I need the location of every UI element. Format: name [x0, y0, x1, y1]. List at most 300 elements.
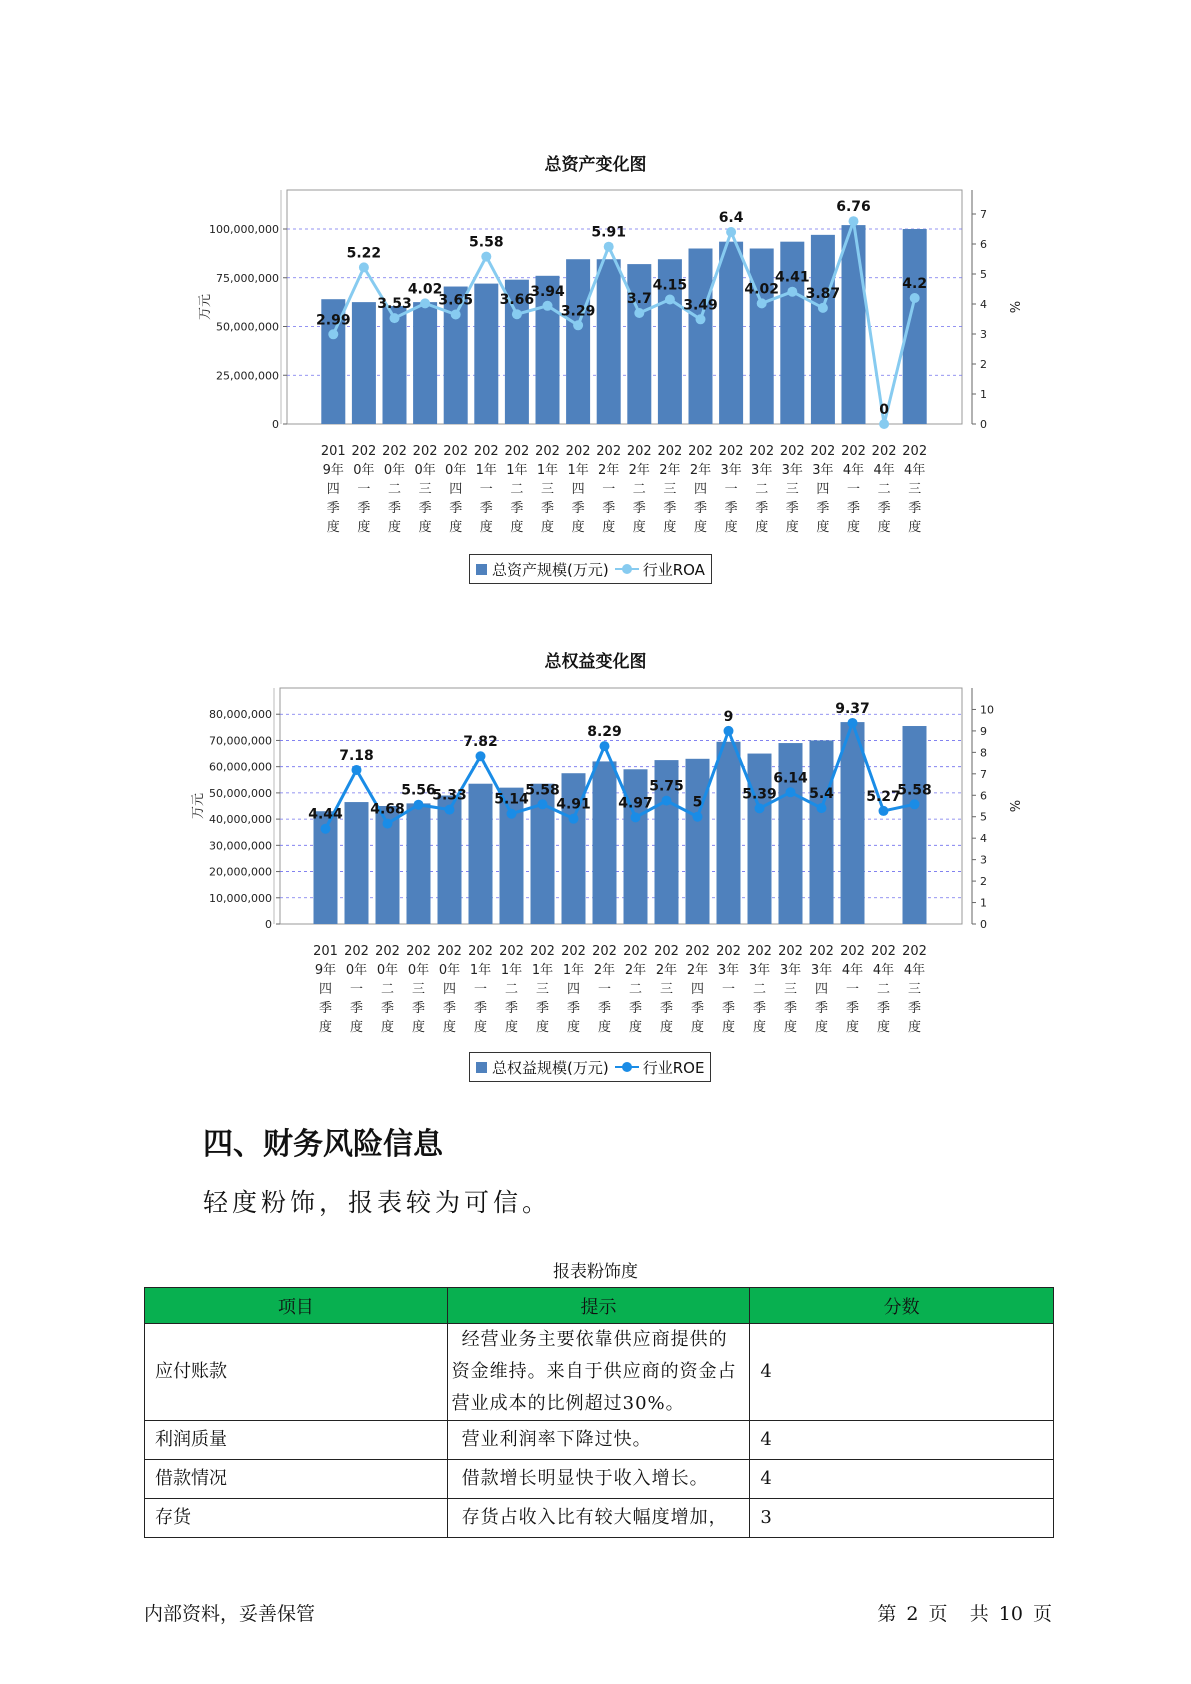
right-tick-label: 5 — [980, 810, 987, 824]
category-label: 三 — [785, 482, 799, 497]
category-label: 202 — [535, 444, 560, 459]
category-label: 2年 — [689, 463, 712, 478]
category-label: 度 — [442, 1020, 457, 1035]
category-label: 度 — [816, 520, 830, 535]
category-label: 度 — [473, 1020, 488, 1035]
category-label: 度 — [632, 520, 646, 535]
category-label: 一 — [357, 482, 371, 497]
category-label: 9年 — [322, 463, 344, 478]
category-label: 度 — [724, 520, 738, 535]
category-label: 度 — [721, 1020, 736, 1035]
category-label: 3年 — [748, 963, 771, 978]
row-score: 3 — [750, 1499, 1054, 1538]
left-tick-label: 0 — [272, 418, 279, 431]
category-label: 202 — [749, 444, 775, 459]
category-label: 0年 — [353, 463, 375, 478]
data-label: 5 — [692, 794, 703, 811]
category-label: 季 — [846, 501, 861, 516]
category-label: 1年 — [500, 963, 523, 978]
category-label: 度 — [535, 1020, 550, 1035]
category-label: 二 — [387, 482, 402, 497]
right-tick-label: 2 — [980, 875, 987, 889]
line-point — [786, 787, 796, 797]
category-label: 202 — [747, 944, 772, 959]
category-label: 202 — [375, 944, 400, 959]
category-label: 度 — [318, 1020, 333, 1035]
category-label: 一 — [597, 982, 612, 997]
category-label: 四 — [571, 482, 585, 497]
category-label: 9年 — [314, 963, 337, 978]
header-hint: 提示 — [447, 1288, 750, 1324]
page-number: 2 — [906, 1603, 919, 1625]
chart1-legend-line: 行业ROA — [642, 560, 705, 579]
category-label: 202 — [685, 944, 710, 959]
category-label: 0年 — [414, 463, 436, 478]
category-label: 季 — [877, 501, 891, 516]
row-item: 借款情况 — [145, 1460, 448, 1499]
category-label: 季 — [504, 1001, 519, 1016]
category-label: 季 — [326, 501, 340, 516]
category-label: 3年 — [779, 963, 802, 978]
category-label: 季 — [628, 1001, 643, 1016]
category-label: 四 — [318, 982, 333, 997]
section-heading: 四、财务风险信息 — [203, 1127, 443, 1162]
category-label: 度 — [907, 1020, 922, 1035]
category-label: 4年 — [904, 463, 926, 478]
category-label: 季 — [418, 501, 432, 516]
row-score: 4 — [750, 1324, 1054, 1421]
left-tick-label: 50,000,000 — [209, 786, 272, 800]
category-label: 202 — [779, 444, 805, 459]
category-label: 一 — [721, 982, 736, 997]
row-score: 4 — [750, 1460, 1054, 1499]
category-label: 度 — [659, 1020, 674, 1035]
line-point — [817, 803, 827, 813]
category-label: 1年 — [567, 463, 589, 478]
data-label: 3.53 — [377, 296, 412, 313]
category-label: 季 — [540, 501, 555, 516]
data-label: 7.18 — [339, 747, 374, 764]
data-label: 6.14 — [773, 770, 808, 787]
category-label: 季 — [442, 1001, 457, 1016]
category-label: 3年 — [751, 463, 773, 478]
data-label: 4.68 — [370, 801, 405, 818]
category-label: 度 — [571, 520, 585, 535]
category-label: 1年 — [531, 963, 554, 978]
category-label: 202 — [473, 444, 499, 459]
category-label: 度 — [479, 520, 493, 535]
bar — [748, 754, 772, 924]
line-point — [383, 819, 393, 829]
data-label: 4.97 — [618, 795, 653, 812]
line-point — [693, 812, 703, 822]
risk-table — [144, 1287, 1054, 1538]
header-score: 分数 — [750, 1288, 1054, 1324]
row-item: 应付账款 — [145, 1324, 448, 1421]
bar — [407, 803, 431, 924]
category-label: 度 — [752, 1020, 767, 1035]
category-label: 度 — [597, 1020, 612, 1035]
left-axis-title: 万元 — [191, 792, 206, 820]
right-tick-label: 6 — [980, 238, 987, 251]
category-label: 2年 — [655, 963, 678, 978]
category-label: 季 — [411, 1001, 426, 1016]
category-label: 2年 — [624, 963, 647, 978]
line-point — [600, 741, 610, 751]
category-label: 四 — [442, 982, 457, 997]
category-label: 季 — [724, 501, 738, 516]
category-label: 度 — [663, 520, 677, 535]
data-label: 7.82 — [463, 734, 498, 751]
line-point — [879, 806, 889, 816]
row-hint: 借款增长明显快于收入增长。 — [447, 1460, 750, 1499]
right-tick-label: 7 — [980, 767, 987, 781]
line-point — [352, 765, 362, 775]
category-label: 一 — [602, 482, 616, 497]
category-label: 二 — [632, 482, 646, 497]
category-label: 三 — [540, 482, 555, 497]
category-label: 1年 — [506, 463, 528, 478]
line-point — [848, 718, 858, 728]
category-label: 二 — [628, 982, 643, 997]
category-label: 度 — [877, 520, 891, 535]
chart2-title: 总权益变化图 — [544, 652, 647, 672]
data-label: 4.15 — [652, 277, 688, 294]
category-label: 度 — [690, 1020, 705, 1035]
left-tick-label: 70,000,000 — [209, 734, 272, 748]
category-label: 度 — [814, 1020, 829, 1035]
category-label: 2年 — [659, 463, 681, 478]
category-label: 2年 — [593, 963, 616, 978]
category-label: 3年 — [810, 963, 833, 978]
category-label: 四 — [690, 982, 705, 997]
category-label: 3年 — [720, 463, 742, 478]
table-row — [145, 1460, 1054, 1499]
right-tick-label: 3 — [980, 328, 987, 341]
right-tick-label: 0 — [980, 918, 987, 931]
line-point — [910, 799, 920, 809]
category-label: 四 — [566, 982, 581, 997]
category-label: 季 — [597, 1001, 612, 1016]
bar — [841, 722, 865, 924]
category-label: 三 — [783, 982, 798, 997]
category-label: 2年 — [686, 963, 709, 978]
category-label: 季 — [907, 1001, 922, 1016]
category-label: 度 — [876, 1020, 891, 1035]
left-tick-label: 0 — [265, 918, 272, 931]
category-label: 202 — [809, 944, 834, 959]
data-label: 3.49 — [683, 297, 718, 314]
category-label: 202 — [344, 944, 369, 959]
data-label: 4.02 — [407, 281, 443, 298]
data-label: 5.14 — [494, 791, 529, 808]
category-label: 202 — [902, 944, 927, 959]
line-point — [755, 803, 765, 813]
right-tick-label: 5 — [980, 268, 987, 281]
category-label: 季 — [535, 1001, 550, 1016]
category-label: 202 — [412, 444, 438, 459]
category-label: 季 — [876, 1001, 891, 1016]
data-label: 5.22 — [346, 245, 382, 262]
category-label: 3年 — [812, 463, 834, 478]
category-label: 季 — [571, 501, 585, 516]
line-point — [569, 814, 579, 824]
line-point — [414, 800, 424, 810]
right-tick-label: 0 — [980, 418, 987, 431]
category-label: 202 — [443, 444, 469, 459]
data-label: 4.02 — [744, 281, 779, 298]
category-label: 度 — [602, 520, 616, 535]
data-label: 6.76 — [836, 199, 871, 216]
right-axis-title: % — [1006, 300, 1021, 314]
data-label: 3.29 — [560, 303, 596, 320]
category-label: 二 — [380, 982, 395, 997]
category-label: 季 — [721, 1001, 736, 1016]
bar — [345, 802, 369, 924]
category-label: 四 — [816, 482, 830, 497]
category-label: 2年 — [598, 463, 620, 478]
category-label: 度 — [504, 1020, 519, 1035]
category-label: 1年 — [562, 963, 585, 978]
bar — [624, 769, 648, 924]
row-score: 4 — [750, 1421, 1054, 1460]
data-label: 4.91 — [556, 796, 591, 813]
page-prefix: 第 — [877, 1603, 897, 1625]
category-label: 季 — [510, 501, 524, 516]
chart2-legend-bar: 总权益规模(万元) — [492, 1058, 609, 1077]
left-tick-label: 30,000,000 — [209, 839, 272, 853]
data-label: 5.75 — [649, 778, 684, 795]
data-label: 3.87 — [805, 285, 841, 302]
chart2-legend-line: 行业ROE — [642, 1058, 705, 1077]
category-label: 202 — [654, 944, 679, 959]
category-label: 0年 — [438, 963, 461, 978]
data-label: 5.58 — [897, 782, 932, 799]
category-label: 季 — [602, 501, 616, 516]
category-label: 202 — [596, 444, 622, 459]
category-label: 二 — [877, 482, 891, 497]
category-label: 三 — [535, 982, 550, 997]
category-label: 1年 — [536, 463, 559, 478]
footer-confidential: 内部资料，妥善保管 — [144, 1603, 316, 1625]
data-label: 3.7 — [626, 291, 652, 307]
category-label: 季 — [479, 501, 493, 516]
bar — [500, 788, 524, 924]
total-unit: 页 — [1032, 1603, 1052, 1625]
category-label: 202 — [499, 944, 524, 959]
category-label: 三 — [411, 982, 426, 997]
category-label: 4年 — [873, 463, 895, 478]
left-tick-label: 20,000,000 — [209, 865, 272, 879]
left-tick-label: 10,000,000 — [209, 891, 272, 905]
category-label: 2年 — [628, 463, 650, 478]
category-label: 四 — [326, 482, 340, 497]
category-label: 季 — [816, 501, 830, 516]
category-label: 度 — [411, 1020, 426, 1035]
category-label: 202 — [406, 944, 431, 959]
category-label: 三 — [908, 482, 922, 497]
table-header-row — [145, 1288, 1054, 1324]
category-label: 季 — [693, 501, 708, 516]
line-point — [631, 812, 641, 822]
category-label: 202 — [504, 444, 530, 459]
category-label: 二 — [755, 482, 769, 497]
right-tick-label: 9 — [980, 724, 987, 738]
left-tick-label: 60,000,000 — [209, 760, 272, 774]
data-label: 5.56 — [401, 782, 436, 799]
category-label: 季 — [783, 1001, 798, 1016]
category-label: 0年 — [383, 463, 406, 478]
data-label: 5.39 — [742, 786, 777, 803]
data-label: 5.27 — [866, 788, 901, 805]
category-label: 202 — [871, 444, 897, 459]
right-tick-label: 6 — [980, 789, 987, 803]
category-label: 度 — [566, 1020, 581, 1035]
category-label: 一 — [479, 482, 493, 497]
category-label: 季 — [785, 501, 799, 516]
category-label: 202 — [810, 444, 836, 459]
line-point — [445, 805, 455, 815]
left-tick-label: 100,000,000 — [209, 223, 279, 236]
category-label: 3年 — [781, 463, 803, 478]
category-label: 202 — [382, 444, 407, 459]
category-label: 一 — [845, 982, 860, 997]
category-label: 度 — [785, 520, 799, 535]
chart1-title: 总资产变化图 — [544, 155, 647, 175]
category-label: 一 — [473, 982, 488, 997]
data-label: 4.44 — [308, 806, 343, 823]
bar — [903, 726, 927, 924]
category-label: 202 — [437, 944, 462, 959]
category-label: 度 — [387, 520, 402, 535]
table-caption: 报表粉饰度 — [553, 1262, 638, 1282]
category-label: 0年 — [407, 963, 430, 978]
category-label: 4年 — [842, 463, 865, 478]
page-unit: 页 — [928, 1603, 948, 1625]
category-label: 季 — [755, 501, 769, 516]
data-label: 8.29 — [587, 724, 622, 741]
category-label: 三 — [907, 982, 922, 997]
category-label: 0年 — [376, 963, 399, 978]
category-label: 度 — [380, 1020, 395, 1035]
line-point — [476, 751, 486, 761]
category-label: 季 — [318, 1001, 333, 1016]
category-label: 度 — [908, 520, 922, 535]
chart1-legend-bar: 总资产规模(万元) — [492, 560, 609, 579]
left-axis-title: 万元 — [198, 293, 213, 321]
category-label: 一 — [846, 482, 861, 497]
right-tick-label: 1 — [980, 896, 987, 910]
category-label: 季 — [473, 1001, 488, 1016]
category-label: 度 — [540, 520, 555, 535]
category-label: 3年 — [717, 963, 740, 978]
category-label: 202 — [623, 944, 648, 959]
left-tick-label: 50,000,000 — [216, 320, 279, 334]
category-label: 202 — [778, 944, 803, 959]
left-tick-label: 25,000,000 — [216, 369, 279, 383]
category-label: 202 — [871, 944, 896, 959]
category-label: 度 — [357, 520, 371, 535]
row-item: 利润质量 — [145, 1421, 448, 1460]
risk-summary: 轻度粉饰，报表较为可信。 — [203, 1188, 552, 1217]
right-axis-title: % — [1006, 799, 1021, 813]
category-label: 度 — [755, 520, 769, 535]
data-label: 3.65 — [438, 292, 473, 309]
header-item: 项目 — [145, 1288, 448, 1324]
data-label: 3.66 — [499, 292, 535, 309]
category-label: 季 — [845, 1001, 860, 1016]
bar — [593, 761, 617, 924]
left-tick-label: 75,000,000 — [216, 271, 279, 285]
line-point — [724, 726, 734, 736]
category-label: 一 — [724, 482, 738, 497]
category-label: 202 — [561, 944, 586, 959]
category-label: 三 — [659, 982, 674, 997]
line-point — [538, 799, 548, 809]
line-point — [321, 824, 331, 834]
category-label: 季 — [659, 1001, 674, 1016]
category-label: 四 — [693, 482, 708, 497]
right-tick-label: 3 — [980, 853, 987, 867]
chart2-legend — [469, 1052, 711, 1082]
category-label: 202 — [468, 944, 493, 959]
category-label: 202 — [841, 444, 866, 459]
category-label: 202 — [565, 444, 591, 459]
category-label: 201 — [320, 444, 346, 459]
right-tick-label: 1 — [980, 388, 987, 401]
line-legend-swatch — [615, 1061, 639, 1073]
category-label: 度 — [783, 1020, 798, 1035]
category-label: 0年 — [445, 463, 467, 478]
row-hint: 经营业务主要依靠供应商提供的资金维持。来自于供应商的资金占营业成本的比例超过30%。 — [447, 1324, 750, 1421]
table-row — [145, 1324, 1054, 1421]
data-label: 5.4 — [809, 786, 834, 803]
category-label: 度 — [510, 520, 524, 535]
category-label: 202 — [718, 444, 744, 459]
data-label: 0 — [879, 402, 889, 418]
line-point — [662, 796, 672, 806]
data-label: 6.4 — [718, 210, 744, 226]
data-label: 9.37 — [835, 700, 870, 717]
right-tick-label: 7 — [980, 208, 987, 221]
category-label: 度 — [349, 1020, 364, 1035]
category-label: 201 — [313, 944, 338, 959]
total-prefix: 共 — [969, 1603, 989, 1625]
category-label: 4年 — [903, 963, 926, 978]
category-label: 度 — [845, 1020, 860, 1035]
bar-legend-swatch — [476, 1062, 487, 1073]
category-label: 202 — [902, 444, 928, 459]
category-label: 季 — [349, 1001, 364, 1016]
row-hint: 存货占收入比有较大幅度增加， — [447, 1499, 750, 1538]
category-label: 季 — [380, 1001, 395, 1016]
category-label: 季 — [814, 1001, 829, 1016]
bar — [810, 740, 834, 924]
right-tick-label: 8 — [980, 746, 987, 760]
data-label: 2.99 — [316, 312, 351, 329]
category-label: 202 — [657, 444, 683, 459]
table-row — [145, 1499, 1054, 1538]
category-label: 度 — [418, 520, 432, 535]
bar — [686, 759, 710, 924]
data-label: 4.2 — [902, 276, 928, 292]
category-label: 季 — [632, 501, 646, 516]
category-label: 度 — [628, 1020, 643, 1035]
category-label: 季 — [387, 501, 402, 516]
right-tick-label: 2 — [980, 358, 987, 371]
category-label: 202 — [716, 944, 741, 959]
category-label: 季 — [690, 1001, 705, 1016]
